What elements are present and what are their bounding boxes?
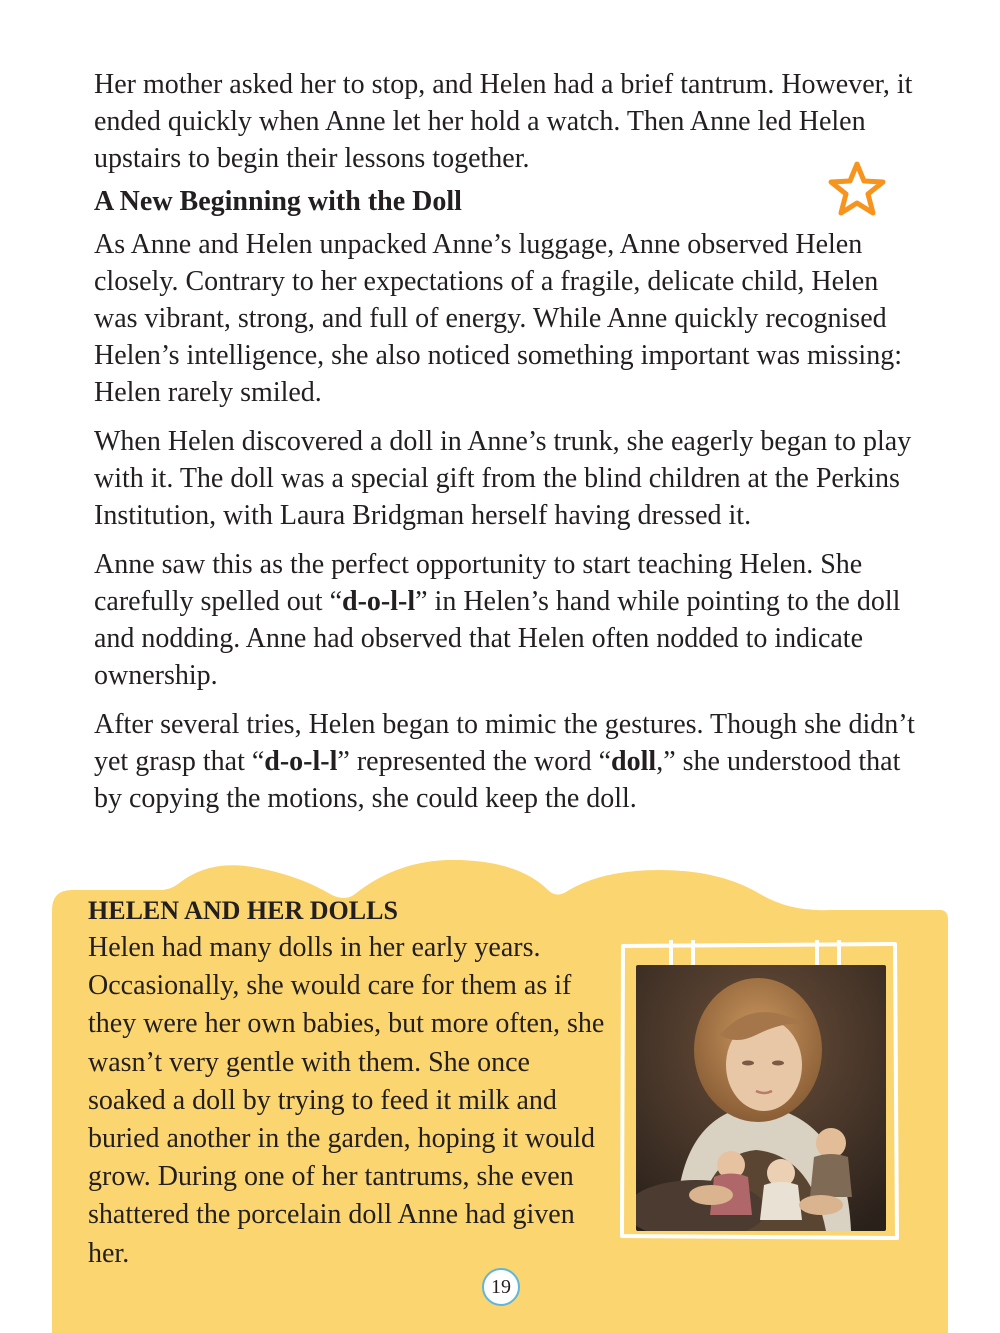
girl-with-dolls-photo [636, 965, 886, 1231]
paragraph-5-text-b: ” represented the word “ [337, 746, 612, 777]
word-doll: doll [611, 746, 657, 777]
paragraph-5 [94, 706, 924, 817]
main-text [94, 66, 924, 829]
paragraph-3: When Helen discovered a doll in Anne’s trunk, she eagerly began to play with it. The doll was a special gift from the blind children at the Perkins Institution, with Laura Bridgman herself having dressed it. [94, 426, 912, 531]
callout-body: Helen had many dolls in her early years. Occasionally, she would care for them as if they were her own babies, but more often, she wasn’t very gentle with them. She once soaked a doll by trying to feed it milk and buried another in the garden, hoping it would grow. During one of her tantrums, she even shattered the porcelain doll Anne had given her. [88, 932, 605, 1269]
callout-title: HELEN AND HER DOLLS [88, 896, 398, 925]
callout-box [88, 893, 608, 1273]
paragraph-5-text-a: After several tries, Helen began to mimic the gestures. Though she didn’t yet grasp that “ [94, 709, 915, 777]
paragraph-4 [94, 546, 924, 694]
page-number: 19 [482, 1268, 520, 1306]
section-heading: A New Beginning with the Doll [94, 186, 462, 217]
spelled-word: d-o-l-l [342, 586, 416, 617]
paragraph-2: As Anne and Helen unpacked Anne’s luggage, Anne observed Helen closely. Contrary to her expectations of a fragile, delicate child, Helen was vibrant, strong, and full of energy. While Anne quickly recognised Helen’s intelligence, she also noticed something important was missing: Helen rarely smiled. [94, 229, 902, 408]
spelled-word: d-o-l-l [264, 746, 338, 777]
star-icon [826, 160, 888, 218]
paragraph-5-text-c: ,” she understood that by copying the motions, she could keep the doll. [94, 746, 901, 814]
paragraph-4-text-a: Anne saw this as the perfect opportunity to start teaching Helen. She carefully spelled out “ [94, 549, 863, 617]
paragraph-4-text-b: ” in Helen’s hand while pointing to the doll and nodding. Anne had observed that Helen often nodded to indicate ownership. [94, 586, 901, 691]
paragraph-1: Her mother asked her to stop, and Helen had a brief tantrum. However, it ended quickly when Anne let her hold a watch. Then Anne led Helen upstairs to begin their lessons together. [94, 69, 913, 174]
